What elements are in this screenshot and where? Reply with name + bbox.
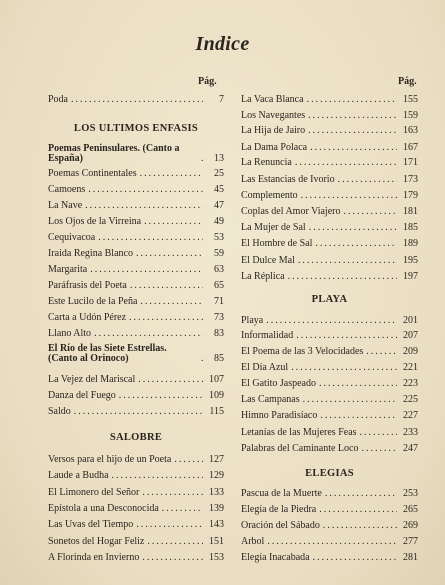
toc-entry-title: Versos para el hijo de un Poeta [48,454,172,465]
toc-entry-page: 185 [403,222,418,233]
leader-dots [307,94,397,105]
leader-dots [112,470,203,481]
toc-entry-title: Poda [48,94,68,105]
toc-entry [241,362,418,373]
page-header-right: Pág. [398,76,417,87]
leader-dots [71,94,203,105]
toc-entry [241,238,418,249]
toc-entry [48,264,224,275]
toc-entry [241,157,418,168]
leader-dots [88,184,203,195]
toc-entry [48,406,224,417]
toc-entry-title: Los Navegantes [241,110,306,121]
leader-dots [142,552,203,563]
toc-entry-title: Margarita [48,264,88,275]
toc-entry-page: 7 [219,94,224,105]
toc-entry-page: 201 [403,315,418,326]
toc-entry-title: Elegía de la Piedra [241,504,317,515]
leader-dots [174,454,203,465]
toc-entry-page: 207 [403,330,418,341]
toc-entry [48,374,224,385]
toc-entry-title: Epístola a una Desconocida [48,503,159,514]
leader-dots [98,232,203,243]
toc-entry-page: 13 [214,153,224,164]
toc-entry [241,488,418,499]
toc-entry [48,454,224,465]
toc-entry-page: 73 [214,312,224,323]
toc-entry-title: A Florinda en Invierno [48,552,140,563]
toc-entry [241,94,418,105]
toc-entry-title: Elegía Inacabada [241,552,310,563]
toc-entry-title: Laude a Budha [48,470,109,481]
toc-entry-title: Informalidad [241,330,294,341]
toc-entry [241,206,418,217]
leader-dots [266,315,397,326]
toc-entry [241,330,418,341]
toc-entry-page: 25 [214,168,224,179]
section-heading: SALOBRE [109,432,163,443]
toc-entry-title: Iraida Regina Blanco [48,248,133,259]
toc-entry [48,168,224,179]
toc-entry-page: 221 [403,362,418,373]
toc-entry [241,536,418,547]
leader-dots [360,427,397,438]
toc-entry-page: 109 [209,390,224,401]
toc-entry [48,552,224,563]
toc-entry-title: Poemas Continentales [48,168,137,179]
leader-dots [140,296,203,307]
leader-dots [319,378,397,389]
leader-dots [298,255,397,266]
toc-entry-title: El Río de las Siete Estrellas. (Canto al Orinoco) [48,343,167,364]
toc-entry [48,487,224,498]
toc-entry-title: Letanías de las Mujeres Feas [241,427,357,438]
toc-entry [48,536,224,547]
toc-entry-title: El Hombre de Sal [241,238,313,249]
toc-entry-title: El Día Azul [241,362,289,373]
toc-entry-page: 247 [403,443,418,454]
toc-entry-title: Poemas Peninsulares. (Canto a España) [48,143,180,164]
leader-dots [138,374,203,385]
toc-entry-title: Este Lucilo de la Peña [48,296,138,307]
toc-entry-title: Danza del Fuego [48,390,116,401]
toc-entry-page: 153 [209,552,224,563]
toc-entry-page: 269 [403,520,418,531]
toc-entry-title: El Poema de las 3 Velocidades [241,346,364,357]
toc-entry-page: 115 [209,406,224,417]
leader-dots [129,312,203,323]
toc-entry [48,280,224,291]
toc-entry [241,410,418,421]
toc-entry-title: La Vaca Blanca [241,94,304,105]
leader-dots [288,271,397,282]
toc-entry-page: 159 [403,110,418,121]
toc-entry-title: Palabras del Caminante Loco [241,443,359,454]
toc-entry-page: 167 [403,142,418,153]
toc-entry-page: 83 [214,328,224,339]
toc-entry-page: 173 [403,174,418,185]
toc-entry [241,552,418,563]
toc-entry-page: 129 [209,470,224,481]
toc-entry [48,200,224,211]
section-heading: PLAYA [311,294,348,305]
toc-entry [241,394,418,405]
toc-entry-page: 53 [214,232,224,243]
toc-entry-page: 127 [209,454,224,465]
toc-entry-title: Complemento [241,190,298,201]
toc-entry-page: 209 [403,346,418,357]
toc-entry-title: Las Uvas del Tiempo [48,519,134,530]
toc-entry [48,232,224,243]
toc-entry [48,94,224,105]
leader-dots [295,157,397,168]
toc-entry-page: 265 [403,504,418,515]
toc-entry-title: Las Campanas [241,394,300,405]
leader-dots [136,248,203,259]
toc-entry-title: Los Ojos de la Virreina [48,216,142,227]
page-title: Indice [195,33,250,55]
toc-entry [241,174,418,185]
toc-entry-page: 155 [403,94,418,105]
leader-dots [338,174,397,185]
toc-entry-page: 49 [214,216,224,227]
toc-entry [48,248,224,259]
leader-dots [308,125,397,136]
leader-dots [130,280,203,291]
toc-entry-title: Saldo [48,406,71,417]
toc-entry-title: Sonetos del Hogar Feliz [48,536,145,547]
leader-dots [319,504,397,515]
toc-entry-title: El Gatito Jaspeado [241,378,316,389]
toc-entry-page: 181 [403,206,418,217]
toc-entry [241,190,418,201]
toc-entry [241,255,418,266]
toc-entry-page: 281 [403,552,418,563]
toc-entry-page: 233 [403,427,418,438]
toc-entry-title: Carta a Udón Pérez [48,312,127,323]
toc-entry-title: Himno Paradisíaco [241,410,318,421]
leader-dots [308,110,397,121]
toc-entry [241,520,418,531]
toc-entry [241,142,418,153]
toc-entry [241,443,418,454]
toc-entry-title: Coplas del Amor Viajero [241,206,341,217]
toc-entry [241,271,418,282]
toc-entry-page: 45 [214,184,224,195]
toc-entry-title: La Vejez del Mariscal [48,374,136,385]
leader-dots [267,536,397,547]
leader-dots [309,222,397,233]
toc-entry-page: 139 [209,503,224,514]
page-header-left: Pág. [198,76,217,87]
leader-dots [296,330,397,341]
leader-dots [94,328,203,339]
toc-entry [241,378,418,389]
toc-entry-page: 151 [209,536,224,547]
leader-dots [301,190,397,201]
toc-entry-page: 143 [209,519,224,530]
leader-dots [361,443,397,454]
leader-dots [310,142,397,153]
toc-entry-title: Oración del Sábado [241,520,320,531]
toc-entry-title: Pascua de la Muerte [241,488,322,499]
toc-entry-title: La Mujer de Sal [241,222,306,233]
leader-dots [119,390,203,401]
toc-entry-page: 107 [209,374,224,385]
toc-entry-title: Las Estancias de Ivorio [241,174,335,185]
toc-entry [241,222,418,233]
toc-entry-page: 47 [214,200,224,211]
leader-dots [343,206,397,217]
leader-dots [201,153,203,164]
toc-entry-page: 59 [214,248,224,259]
toc-entry-page: 71 [214,296,224,307]
leader-dots [142,487,203,498]
toc-entry [48,470,224,481]
toc-entry-page: 85 [214,353,224,364]
toc-entry [48,344,224,364]
leader-dots [291,362,397,373]
toc-entry [48,184,224,195]
toc-entry [48,144,224,164]
toc-entry [241,125,418,136]
leader-dots [85,200,203,211]
leader-dots [325,488,397,499]
toc-entry [48,519,224,530]
leader-dots [320,410,397,421]
toc-entry [48,390,224,401]
toc-entry-page: 133 [209,487,224,498]
toc-entry [48,328,224,339]
leader-dots [90,264,203,275]
toc-entry [241,346,418,357]
leader-dots [147,536,203,547]
leader-dots [74,406,203,417]
toc-entry-title: Camoens [48,184,86,195]
leader-dots [136,519,203,530]
toc-entry-title: Playa [241,315,264,326]
toc-entry-title: La Réplica [241,271,285,282]
leader-dots [315,238,397,249]
leader-dots [323,520,397,531]
toc-entry-page: 189 [403,238,418,249]
toc-entry-title: La Dama Polaca [241,142,308,153]
toc-entry [48,312,224,323]
toc-entry-page: 277 [403,536,418,547]
toc-entry-title: Arbol [241,536,265,547]
toc-entry-page: 197 [403,271,418,282]
section-heading: ELEGIAS [305,468,354,479]
toc-entry [48,216,224,227]
toc-entry-page: 223 [403,378,418,389]
toc-entry [241,110,418,121]
section-heading: LOS ULTIMOS ENFASIS [73,123,199,134]
leader-dots [144,216,203,227]
toc-entry-page: 195 [403,255,418,266]
toc-entry-title: El Limonero del Señor [48,487,140,498]
toc-entry-title: El Dulce Mal [241,255,295,266]
toc-entry-page: 65 [214,280,224,291]
toc-entry-page: 171 [403,157,418,168]
toc-entry-page: 63 [214,264,224,275]
leader-dots [162,503,203,514]
toc-entry-page: 163 [403,125,418,136]
leader-dots [313,552,397,563]
toc-entry-title: La Hija de Jairo [241,125,306,136]
toc-entry-title: La Nave [48,200,83,211]
toc-entry-title: Cequivacoa [48,232,96,243]
leader-dots [366,346,397,357]
toc-entry-page: 253 [403,488,418,499]
leader-dots [140,168,203,179]
toc-entry [241,504,418,515]
toc-entry-page: 225 [403,394,418,405]
leader-dots [303,394,397,405]
toc-entry-title: Llano Alto [48,328,92,339]
leader-dots [201,353,203,364]
toc-entry [48,503,224,514]
toc-entry-title: Paráfrasis del Poeta [48,280,127,291]
toc-entry-page: 179 [403,190,418,201]
toc-entry-page: 227 [403,410,418,421]
toc-entry-title: La Renuncia [241,157,292,168]
toc-entry [241,427,418,438]
toc-entry [241,315,418,326]
toc-entry [48,296,224,307]
